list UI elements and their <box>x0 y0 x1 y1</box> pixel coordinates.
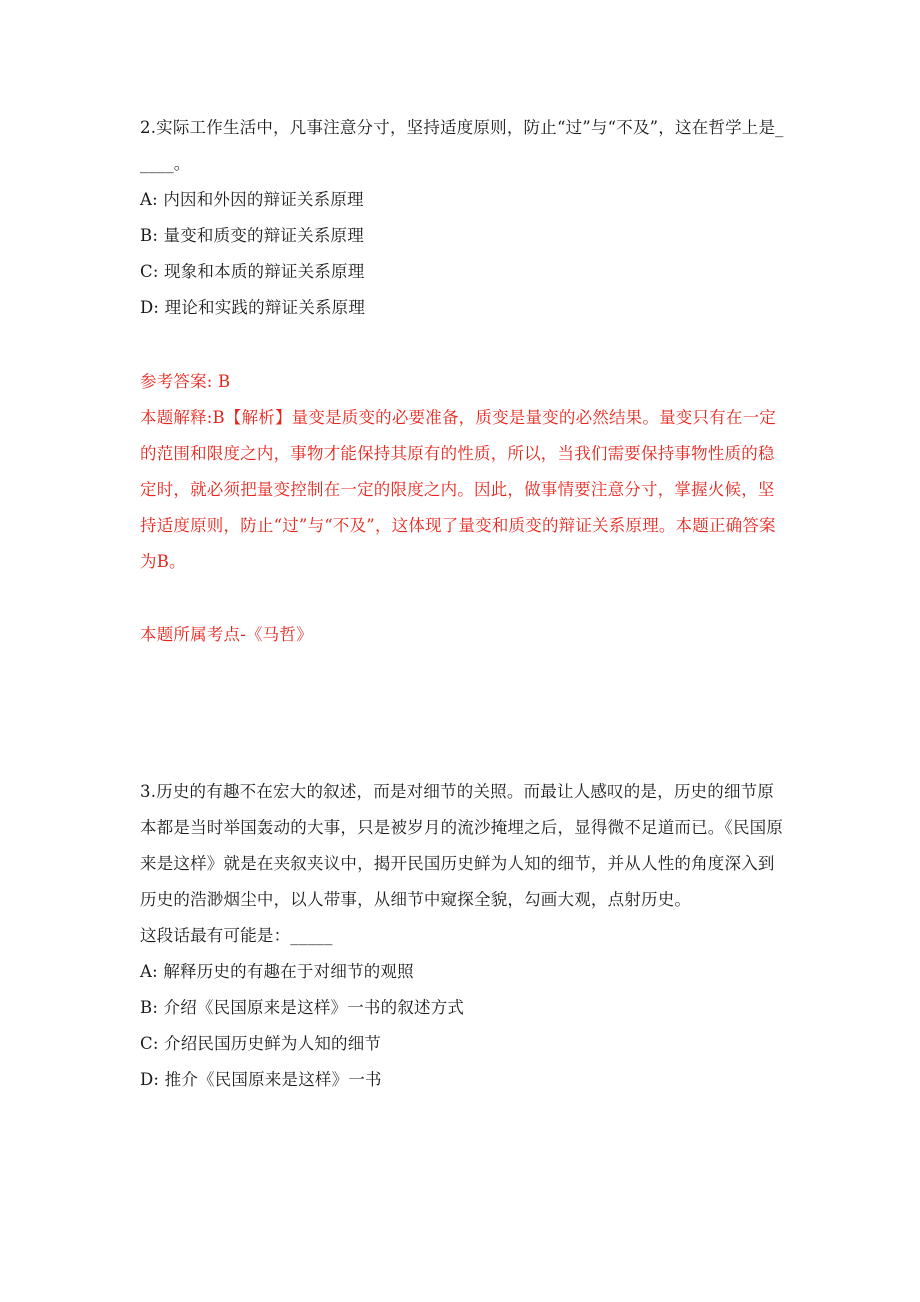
question-3-option-b: B: 介绍《民国原来是这样》一书的叙述方式 <box>140 998 465 1017</box>
question-2-topic: 本题所属考点-《马哲》 <box>140 625 313 644</box>
question-2-explanation: 本题解释:B【解析】量变是质变的必要准备，质变是量变的必然结果。量变只有在一定的范围和限度之内，事物才能保持其原有的性质，所以，当我们需要保持事物性质的稳定时，就必须把量变控制在一定的限度之内。因此，做事情要注意分寸，掌握火候，坚持适度原则，防止“过”与“不及”，这体现了量变和质变的辩证关系原理。本题正确答案为B。 <box>140 408 776 571</box>
question-2 <box>140 110 790 326</box>
question-3-prompt: 这段话最有可能是：_____ <box>140 926 333 945</box>
question-3-stem: 3.历史的有趣不在宏大的叙述，而是对细节的关照。而最让人感叹的是，历史的细节原本都是当时举国轰动的大事，只是被岁月的流沙掩埋之后，显得微不足道而已。《民国原来是这样》就是在夹叙夹议中，揭开民国历史鲜为人知的细节，并从人性的角度深入到历史的浩渺烟尘中，以人带事，从细节中窥探全貌，勾画大观，点射历史。 <box>140 782 784 909</box>
question-3-option-c: C: 介绍民国历史鲜为人知的细节 <box>140 1034 382 1053</box>
question-2-option-d: D: 理论和实践的辩证关系原理 <box>140 298 366 317</box>
question-2-option-c: C: 现象和本质的辩证关系原理 <box>140 262 365 281</box>
question-3-option-d: D: 推介《民国原来是这样》一书 <box>140 1070 382 1089</box>
question-3 <box>140 774 790 1098</box>
question-3-option-a: A: 解释历史的有趣在于对细节的观照 <box>140 962 414 981</box>
question-2-option-a: A: 内因和外因的辩证关系原理 <box>140 190 364 209</box>
question-2-topic-block <box>140 617 790 653</box>
question-2-answer: 参考答案: B <box>140 372 231 391</box>
question-2-option-b: B: 量变和质变的辩证关系原理 <box>140 226 364 245</box>
question-2-stem: 2.实际工作生活中，凡事注意分寸，坚持适度原则，防止“过”与“不及”，这在哲学上是_____。 <box>140 118 784 173</box>
question-2-answer-block <box>140 364 790 580</box>
